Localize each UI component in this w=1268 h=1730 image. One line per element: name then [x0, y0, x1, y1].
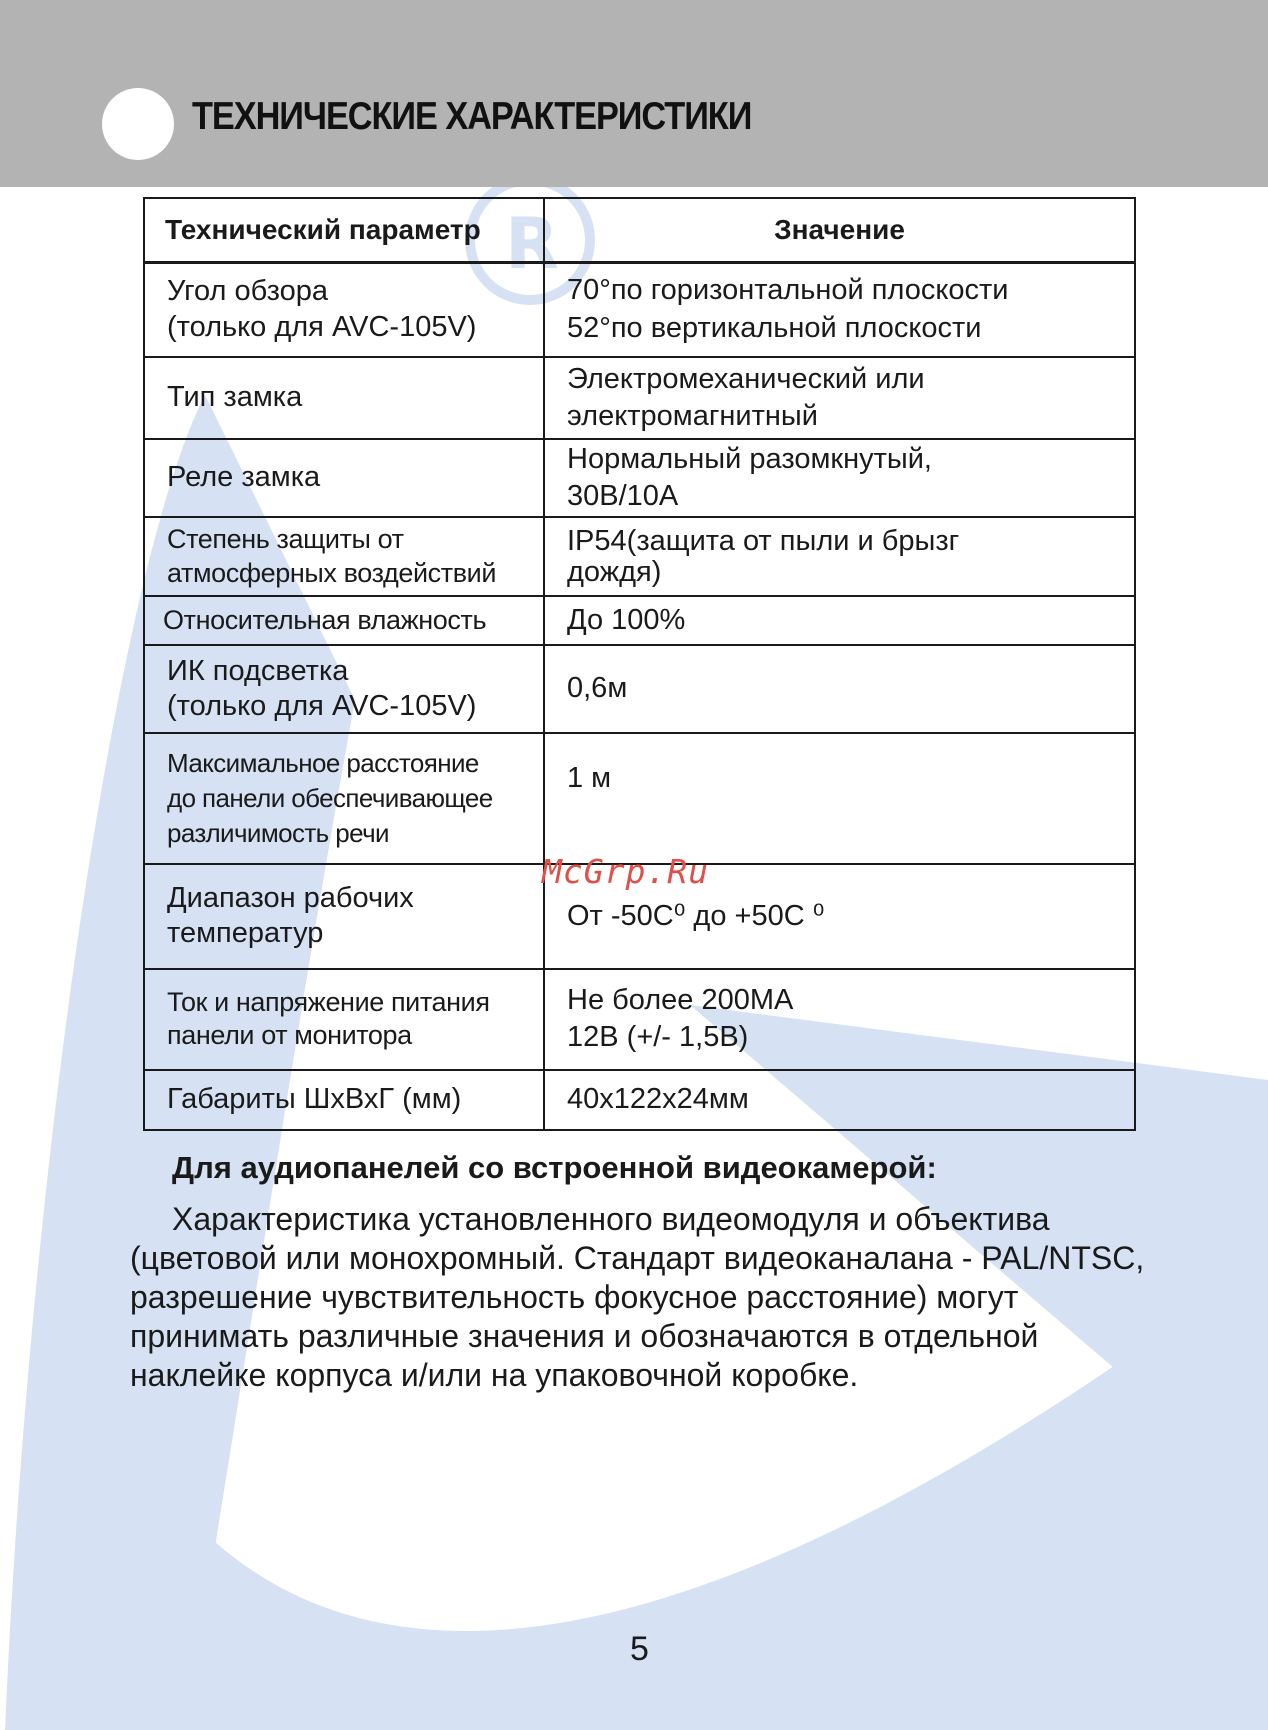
- cell-line: Ток и напряжение питания: [167, 986, 490, 1017]
- cell-line: 52°по вертикальной плоскости: [567, 311, 982, 344]
- watermark-logo: McGrp.Ru: [542, 852, 709, 891]
- cell-line: (только для AVC-105V): [167, 310, 477, 343]
- param-cell: [144, 864, 544, 969]
- cell-line: 0,6м: [567, 672, 628, 705]
- value-cell: [544, 1070, 1135, 1130]
- table-row: [144, 1070, 1135, 1130]
- cell-line: 30В/10А: [567, 479, 679, 512]
- cell-line: Угол обзора: [167, 275, 328, 308]
- paragraph-text: Характеристика установленного видеомодуля и объектива (цветовой или монохромный. Стандарт видеоканалана - PAL/NTSC, разрешение чувствительность фокусное расстояние) могут принимать различные значения и обозначаются в отдельной наклейке корпуса и/или на упаковочной коробке.: [130, 1201, 1145, 1394]
- table-row: [144, 596, 1135, 644]
- value-cell: [544, 517, 1135, 597]
- cell-line: 70°по горизонтальной плоскости: [567, 274, 1009, 307]
- page-title: ТЕХНИЧЕСКИЕ ХАРАКТЕРИСТИКИ: [192, 95, 752, 138]
- table-row: [144, 357, 1135, 440]
- cell-line: От -50С⁰ до +50С ⁰: [567, 899, 825, 932]
- cell-line: Диапазон рабочих: [167, 882, 414, 915]
- spec-table: [143, 197, 1136, 1131]
- cell-line: Не более 200МА: [567, 984, 794, 1017]
- section-number-circle: [102, 88, 174, 160]
- table-row: [144, 969, 1135, 1070]
- cell-line: До 100%: [567, 603, 686, 636]
- param-cell: [144, 262, 544, 357]
- body-paragraph: [130, 1200, 1170, 1395]
- cell-line: 12В (+/- 1,5В): [567, 1021, 749, 1054]
- cell-line: Нормальный разомкнутый,: [567, 442, 932, 475]
- section-heading: Для аудиопанелей со встроенной видеокамерой:: [172, 1150, 937, 1185]
- table-row: [144, 733, 1135, 864]
- table-row: [144, 439, 1135, 517]
- param-cell: [144, 645, 544, 734]
- value-cell: [544, 645, 1135, 734]
- cell-line: Габариты ШхВхГ (мм): [167, 1083, 462, 1116]
- column-header-param: Технический параметр: [144, 198, 544, 262]
- value-cell: [544, 439, 1135, 517]
- cell-line: 40х122х24мм: [567, 1083, 749, 1116]
- body-section: [130, 1150, 1170, 1395]
- cell-line: Электромеханический или: [567, 362, 925, 395]
- page-number: 5: [630, 1630, 649, 1668]
- value-cell: [544, 262, 1135, 357]
- param-cell: [144, 733, 544, 864]
- cell-line: электромагнитный: [567, 399, 818, 432]
- section-header: [0, 0, 1268, 187]
- cell-line: атмосферных воздействий: [167, 557, 496, 588]
- param-cell: [144, 517, 544, 597]
- cell-line: Максимальное расстояние: [167, 747, 479, 778]
- cell-line: дождя): [567, 555, 662, 588]
- cell-line: панели от монитора: [167, 1020, 412, 1051]
- param-cell: [144, 1070, 544, 1130]
- param-cell: [144, 357, 544, 440]
- cell-line: Степень защиты от: [167, 524, 404, 555]
- value-cell: [544, 596, 1135, 644]
- cell-line: до панели обеспечивающее: [167, 782, 493, 813]
- cell-line: Реле замка: [167, 461, 321, 494]
- table-row: [144, 262, 1135, 357]
- column-header-value: Значение: [544, 198, 1135, 262]
- table-header-row: [144, 198, 1135, 262]
- cell-line: (только для AVC-105V): [167, 689, 477, 722]
- cell-line: Тип замка: [167, 381, 303, 414]
- value-cell: [544, 969, 1135, 1070]
- table-row: [144, 645, 1135, 734]
- cell-line: различимость речи: [167, 818, 389, 849]
- cell-line: 1 м: [567, 762, 612, 795]
- cell-line: ИК подсветка: [167, 654, 349, 687]
- cell-line: температур: [167, 917, 324, 950]
- cell-line: Относительная влажность: [163, 604, 487, 635]
- value-cell: [544, 733, 1135, 864]
- value-cell: [544, 357, 1135, 440]
- svg-text:R: R: [505, 203, 559, 285]
- table-row: [144, 517, 1135, 597]
- param-cell: [144, 596, 544, 644]
- cell-line: IP54(защита от пыли и брызг: [567, 525, 960, 558]
- param-cell: [144, 969, 544, 1070]
- param-cell: [144, 439, 544, 517]
